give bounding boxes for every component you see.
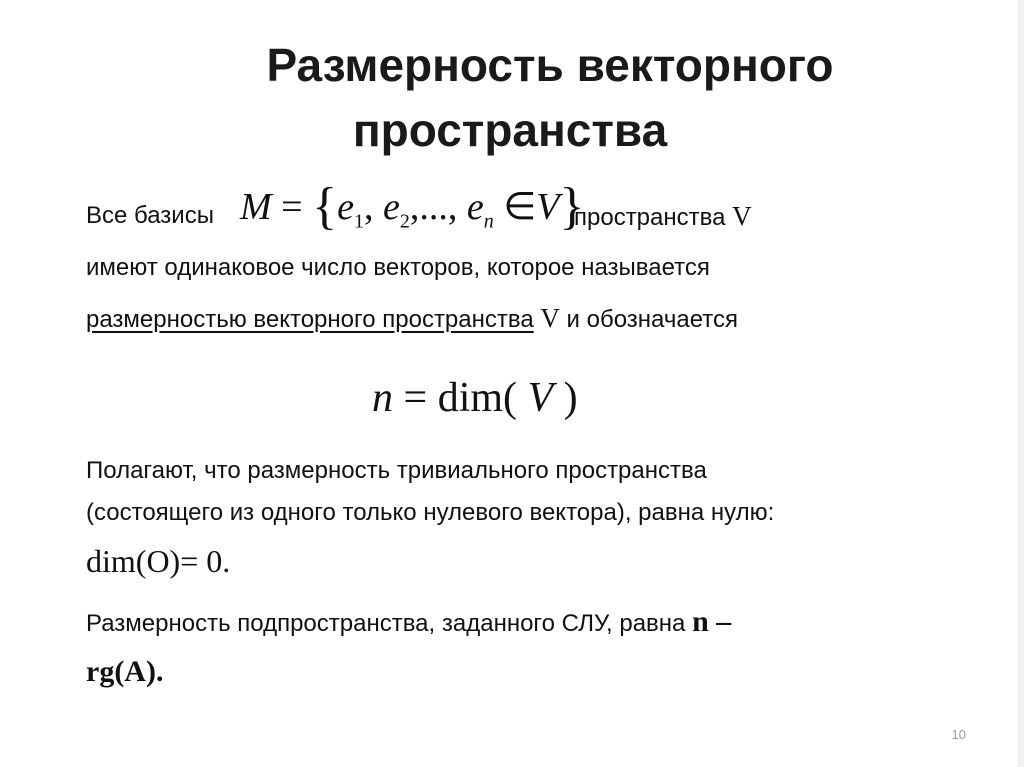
formula-e2: e: [382, 186, 400, 228]
paragraph-basis-prefix: [86, 200, 214, 232]
formula-open-brace: {: [312, 178, 338, 235]
dim-formula-V: V: [527, 375, 554, 421]
paragraph-trivial-1: Полагают, что размерность тривиального пространства: [86, 457, 707, 484]
text-n-minus: n –: [692, 605, 732, 638]
paragraph-rank: [86, 656, 163, 690]
text-denoted: и обозначается: [566, 306, 738, 333]
formula-sub-n: n: [483, 210, 494, 233]
text-rank: rg(A).: [86, 655, 164, 688]
formula-M: M: [240, 186, 272, 228]
paragraph-trivial-2: (состоящего из одного только нулевого вектора), равна нулю:: [86, 499, 775, 526]
formula-en: e: [466, 186, 484, 228]
paragraph-same-count: имеют одинаковое число векторов, которое называется: [86, 254, 710, 281]
dim-zero-formula: dim(O)= 0.: [86, 543, 231, 579]
basis-formula: $M = \{e_1$, $e_2$,..., $e_n$ ∈V}: [240, 178, 585, 235]
text-V-2: V: [540, 303, 560, 333]
formula-e1: e: [337, 186, 354, 228]
formula-close-brace: }: [559, 178, 585, 235]
text-V-1: V: [732, 201, 752, 231]
formula-sub-1: 1: [353, 210, 364, 233]
formula-V: V: [536, 186, 560, 228]
dim-formula-close: ): [563, 375, 578, 421]
paragraph-definition: [86, 302, 738, 336]
slide-title-line-1: Размерность векторного: [266, 39, 834, 91]
text-all-bases: Все базисы: [86, 202, 214, 229]
slide-edge-decoration: [1018, 0, 1024, 767]
dim-formula: [372, 372, 578, 424]
formula-dots: ...: [419, 186, 448, 228]
dim-formula-n: n: [372, 375, 393, 421]
paragraph-basis-suffix: [574, 200, 752, 234]
page-number: 10: [951, 727, 966, 742]
text-space: пространства: [574, 204, 726, 231]
slide-title-line-2: пространства: [352, 104, 668, 156]
paragraph-subspace: [86, 606, 731, 640]
formula-element-of: ∈: [503, 186, 537, 228]
text-subspace: Размерность подпространства, заданного СЛУ, равна: [86, 610, 686, 637]
dim-formula-equals: =: [403, 375, 428, 421]
formula-equals: =: [281, 186, 303, 228]
formula-sub-2: 2: [399, 210, 410, 233]
dim-formula-dim: dim(: [437, 375, 518, 421]
text-definition-underlined: размерностью векторного пространства: [86, 306, 534, 333]
